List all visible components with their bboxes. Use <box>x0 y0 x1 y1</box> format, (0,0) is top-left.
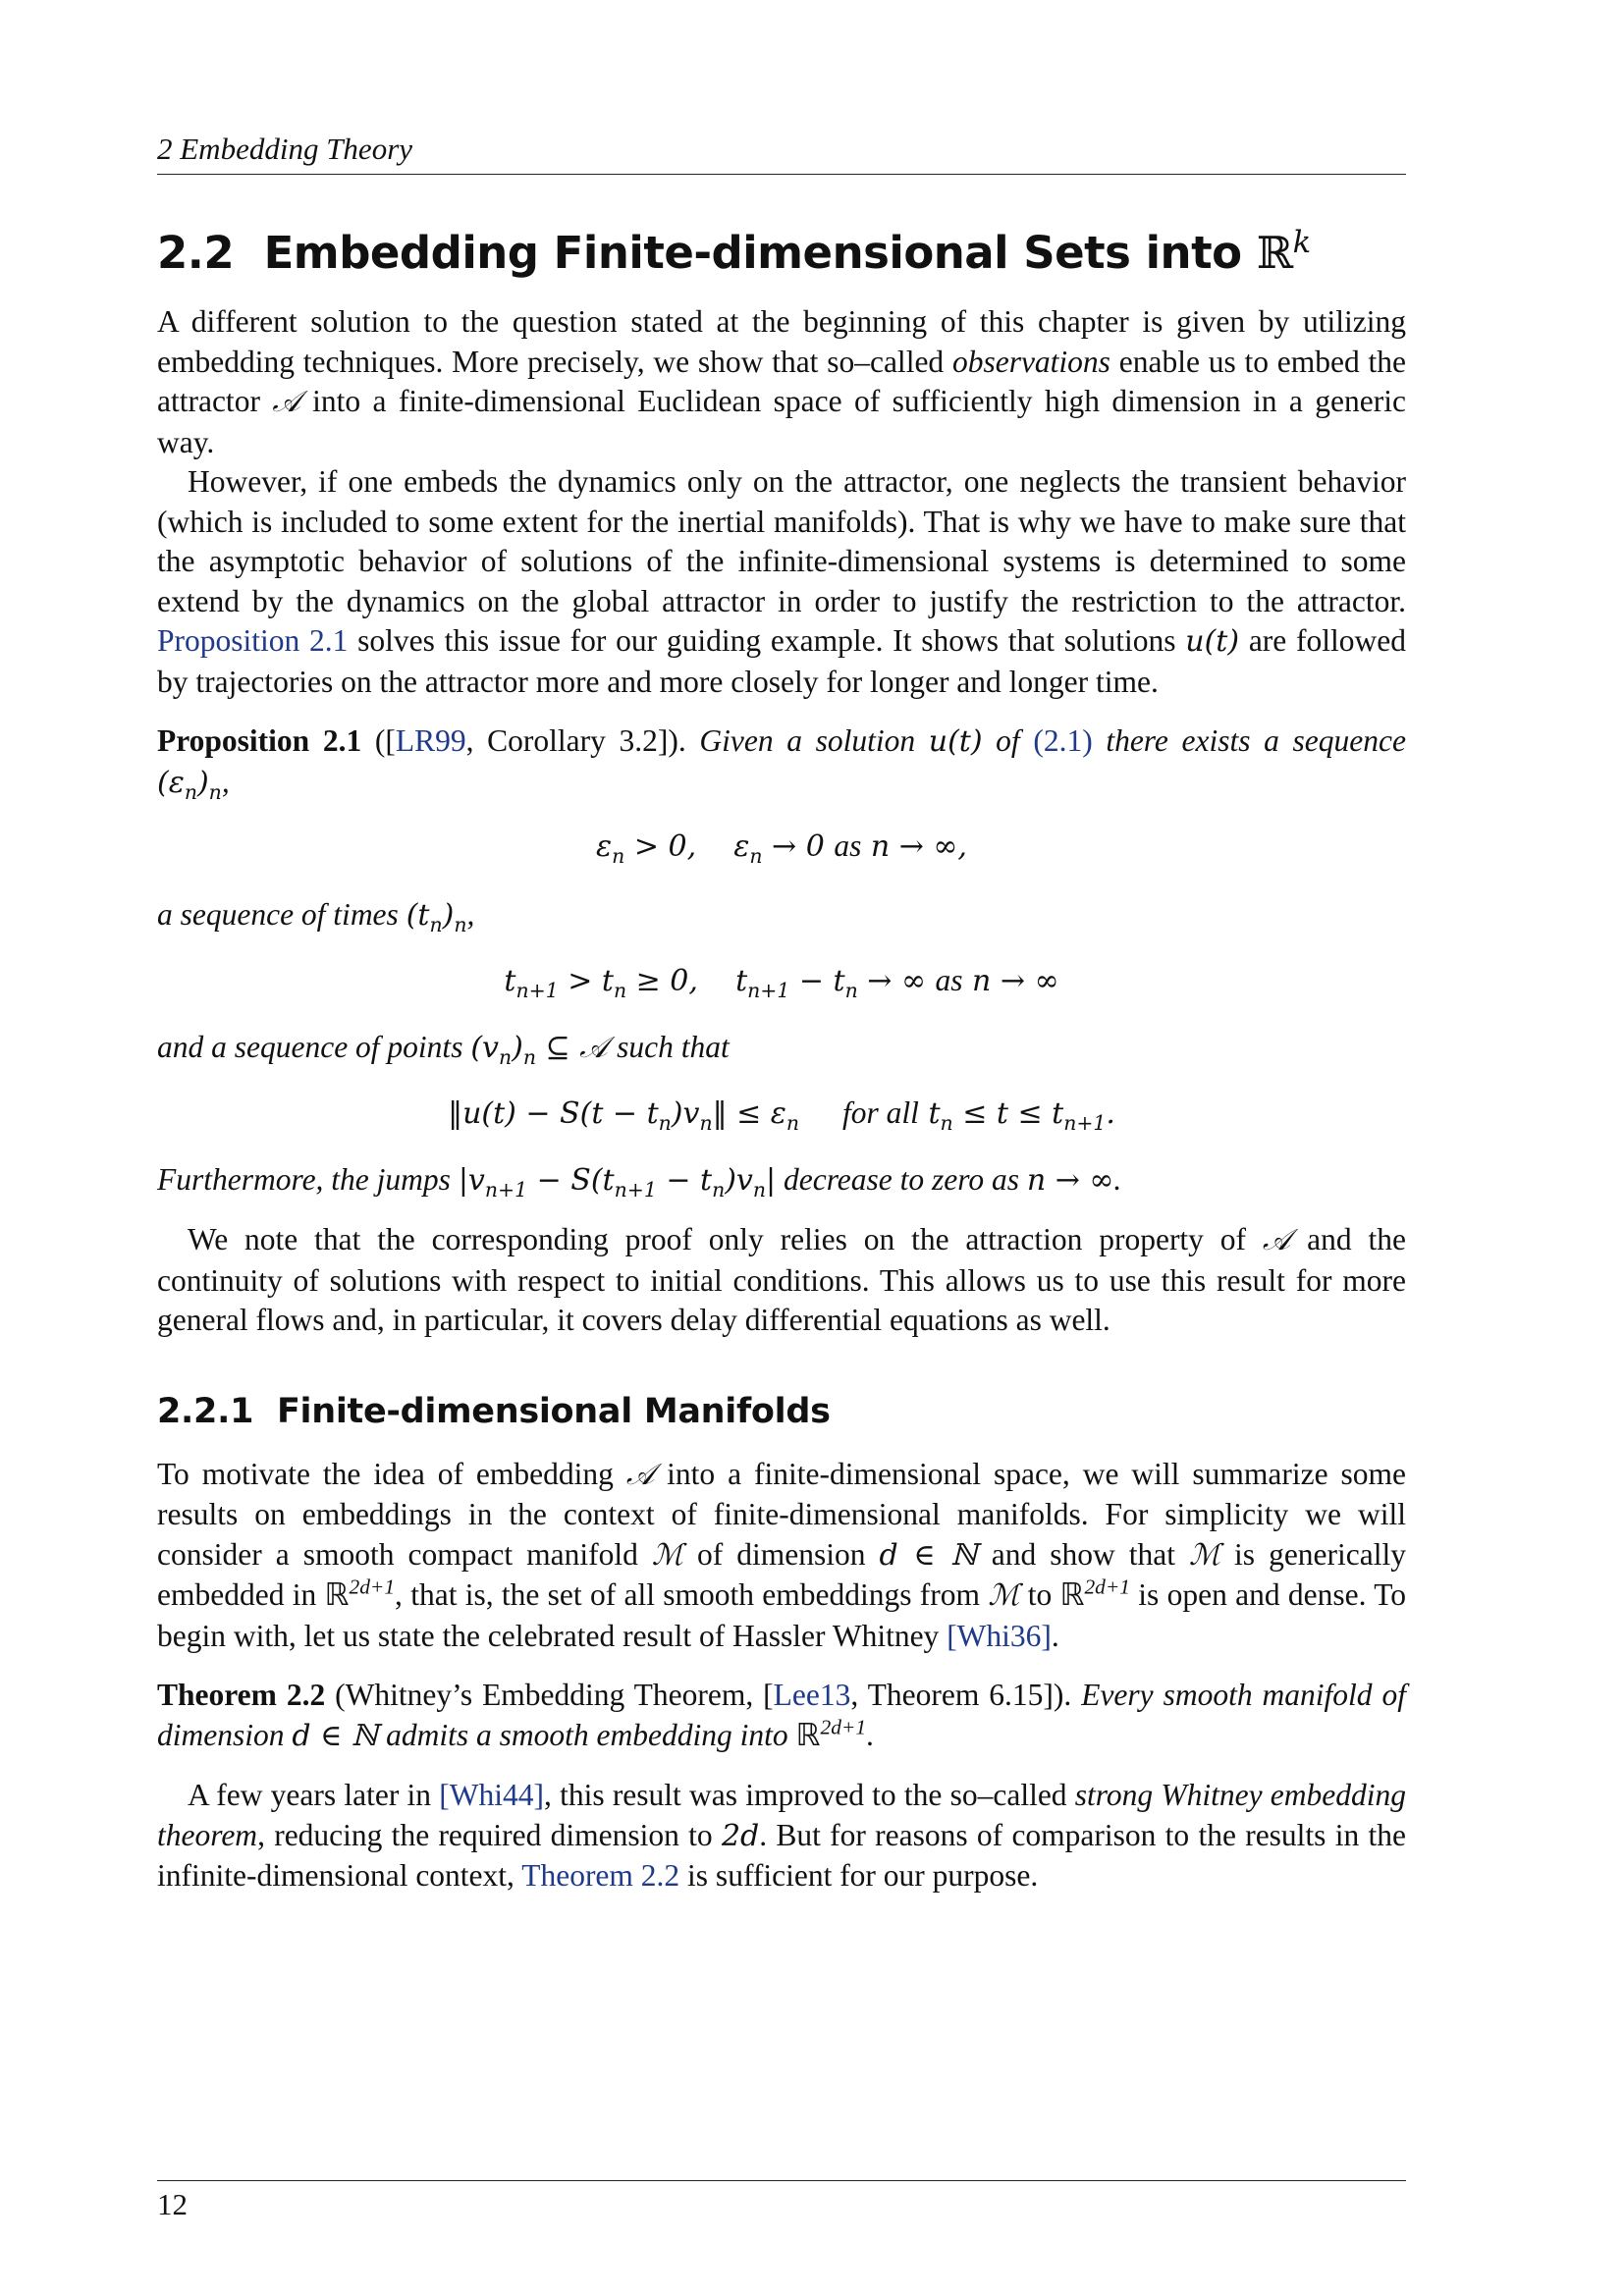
running-head: 2 Embedding Theory <box>157 132 413 166</box>
math-part: > t <box>558 964 614 998</box>
citation-link[interactable]: [Whi44] <box>439 1778 544 1812</box>
math-sub: n+1 <box>515 979 559 1002</box>
math-sub: n+1 <box>1063 1111 1107 1135</box>
math-sup: 2d+1 <box>1084 1575 1131 1599</box>
math-sub: n <box>522 1044 536 1069</box>
inline-math: u(t) <box>1185 624 1240 659</box>
math-part: → 0 <box>762 829 835 864</box>
text: to <box>1019 1577 1060 1612</box>
math-part: (ε <box>157 765 185 800</box>
footer-rule <box>157 2180 1406 2181</box>
page-number: 12 <box>157 2187 188 2221</box>
proposition-label: Proposition 2.1 <box>157 723 362 758</box>
math-part: ε <box>596 829 613 864</box>
math-sub: n <box>844 979 858 1002</box>
text: . But for reasons of comparison to the results in the infinite-dimensional context, <box>157 1817 1406 1893</box>
text: are followed by trajectories on the attractor more and more closely for longer and longer time. <box>157 623 1406 699</box>
math-sub: n <box>612 844 625 868</box>
math-sub: n <box>208 779 222 804</box>
text: , that is, the set of all smooth embeddings from <box>395 1577 989 1612</box>
text: and show that <box>977 1536 1189 1572</box>
text: , <box>466 896 475 932</box>
display-equation-1 <box>157 827 1406 868</box>
text: solves this issue for our guiding example. It shows that solutions <box>348 623 1186 658</box>
text: into a finite-dimensional space, we will summarize some results on embeddings in the context of finite-dimensional manifolds. For simplicity we will consider a smooth compact manifold <box>157 1456 1406 1572</box>
proposition-link[interactable]: Proposition 2.1 <box>157 623 349 658</box>
paragraph-transient <box>157 462 1406 702</box>
text: is generically embedded in <box>157 1536 1406 1612</box>
citation-link[interactable]: Lee13 <box>773 1678 851 1712</box>
emphasis: observations <box>951 344 1110 379</box>
text: , Theorem 6.15]). <box>850 1678 1072 1712</box>
math-sub: n+1 <box>747 979 790 1002</box>
math-sub: n <box>184 779 197 804</box>
manifold-symbol: ℳ <box>651 1537 684 1573</box>
math-sup: 2d+1 <box>820 1715 867 1738</box>
attractor-symbol: 𝒜 <box>1262 1223 1291 1257</box>
text: such that <box>617 1029 730 1064</box>
math-part: t <box>918 1096 941 1131</box>
math-sub: n <box>613 979 627 1002</box>
math-sub: n <box>429 912 443 936</box>
text: is open and dense. To begin with, let us state the celebrated result of Hassler Whitney <box>157 1577 1406 1653</box>
math-part: n → ∞, <box>861 829 967 864</box>
math-part: → ∞ <box>857 964 936 998</box>
math-part: ) <box>196 765 209 800</box>
math-word: for all <box>842 1095 919 1130</box>
equation-link[interactable]: (2.1) <box>1033 723 1093 758</box>
math-part: )v <box>671 1096 700 1131</box>
text: . <box>866 1717 874 1752</box>
paragraph-proof-note <box>157 1220 1406 1341</box>
math-sub: n <box>752 1177 767 1201</box>
inline-math: u(t) <box>928 724 983 759</box>
reals-symbol: ℝ <box>324 1577 350 1612</box>
inline-math <box>795 1715 867 1752</box>
text: decrease to zero as <box>776 1161 1027 1197</box>
emphasis: strong Whitney embedding theorem <box>157 1778 1406 1852</box>
section-number: 2.2 <box>157 227 235 279</box>
math-part: − S(t <box>527 1162 615 1198</box>
paragraph-manifolds <box>157 1455 1406 1657</box>
text: and a sequence of points <box>157 1029 471 1064</box>
text: Given a solution <box>685 723 929 758</box>
subsection-number: 2.2.1 <box>157 1391 254 1431</box>
math-sub: n <box>454 912 467 936</box>
display-equation-3 <box>157 1094 1406 1135</box>
theorem-link[interactable]: Theorem 2.2 <box>521 1858 680 1893</box>
text: . <box>1051 1618 1059 1653</box>
equation-condition <box>842 1095 1115 1135</box>
math-part: − t <box>789 964 845 998</box>
math-part: n → ∞ <box>962 964 1059 998</box>
math-part: t <box>504 964 516 998</box>
inline-math: n → ∞ <box>1026 1162 1114 1198</box>
text: is sufficient for our purpose. <box>679 1858 1039 1893</box>
math-part: ⊆ 𝒜 <box>535 1030 618 1065</box>
inline-math <box>1060 1577 1131 1612</box>
math-part: > 0, ε <box>624 829 750 864</box>
text: a sequence of times <box>157 896 406 932</box>
math-sub: n <box>940 1111 953 1135</box>
text: However, if one embeds the dynamics only on the attractor, one neglects the transient behavior (which is included to some extent for the inertial manifolds). That is why we have to make sure that the asymptotic behavior of solutions of the infinite-dimensional systems is determined to some extend by the dynamics on the global attractor in order to justify the restriction to the attractor. <box>157 464 1406 618</box>
text: of dimension <box>683 1536 880 1572</box>
math-part: . <box>1106 1096 1115 1131</box>
math-sub: n <box>712 1177 726 1201</box>
section-title: Embedding Finite-dimensional Sets into <box>263 227 1242 279</box>
text: To motivate the idea of embedding <box>157 1456 626 1491</box>
math-part: | <box>766 1162 777 1198</box>
math-sub: n <box>658 1111 672 1135</box>
citation-link[interactable]: [Whi36] <box>947 1618 1052 1653</box>
text: there exists a sequence <box>1092 723 1406 758</box>
math-sub: n <box>785 1111 800 1135</box>
inline-math: d ∈ ℕ <box>879 1537 978 1573</box>
inline-math: 2d <box>721 1818 760 1853</box>
inline-math <box>325 1577 396 1612</box>
section-title-math <box>1257 227 1311 279</box>
math-part: (t <box>406 897 430 933</box>
text: , this result was improved to the so–called <box>543 1778 1075 1812</box>
math-part: (v <box>470 1030 499 1065</box>
attractor-symbol: 𝒜 <box>272 385 300 419</box>
math-sub: n+1 <box>614 1177 657 1201</box>
paragraph-strong-whitney <box>157 1776 1406 1896</box>
inline-math <box>458 1162 777 1201</box>
text: ([ <box>361 723 396 758</box>
math-part: − t <box>656 1162 713 1198</box>
text: , reducing the required dimension to <box>257 1817 722 1852</box>
paragraph-intro <box>157 302 1406 462</box>
display-equation-2 <box>157 961 1406 1002</box>
math-part: ‖ ≤ ε <box>712 1096 786 1131</box>
inline-math <box>406 897 467 936</box>
text: enable us to embed the attractor <box>157 344 1406 418</box>
proposition-block <box>157 721 1406 803</box>
equation-body <box>504 963 1059 1002</box>
text: Every smooth manifold of dimension <box>157 1678 1406 1752</box>
math-part: ≥ 0, t <box>626 964 748 998</box>
text: We note that the corresponding proof only relies on the attraction property of <box>188 1222 1263 1256</box>
math-part: ) <box>512 1030 523 1065</box>
citation-link[interactable]: LR99 <box>395 723 466 758</box>
text: Furthermore, the jumps <box>157 1161 459 1197</box>
text: , <box>221 764 230 799</box>
text: , Corollary 3.2]). <box>465 723 686 758</box>
text: (Whitney’s Embedding Theorem, [ <box>325 1678 774 1712</box>
proposition-jumps <box>157 1160 1406 1201</box>
proposition-times <box>157 895 1406 936</box>
inline-math <box>470 1030 618 1069</box>
reals-symbol: ℝ <box>795 1717 821 1752</box>
proposition-points <box>157 1028 1406 1069</box>
math-part: ) <box>442 897 455 933</box>
math-word: as <box>834 828 862 863</box>
inline-math: d ∈ ℕ <box>292 1718 379 1753</box>
manifold-symbol: ℳ <box>988 1578 1020 1613</box>
inline-math <box>157 765 222 804</box>
math-word: as <box>935 963 963 997</box>
text: . <box>1113 1161 1122 1197</box>
math-part: |v <box>458 1162 485 1198</box>
text: of <box>982 723 1034 758</box>
section-heading <box>157 224 1406 283</box>
manifold-symbol: ℳ <box>1188 1537 1221 1573</box>
document-page <box>157 0 1406 2296</box>
math-sub: n+1 <box>484 1177 528 1201</box>
subsection-title: Finite-dimensional Manifolds <box>276 1391 831 1431</box>
text: admits a smooth embedding into <box>378 1717 796 1752</box>
page-body <box>157 224 1406 1896</box>
reals-exponent: k <box>1292 226 1311 260</box>
attractor-symbol: 𝒜 <box>625 1457 655 1492</box>
math-sup: 2d+1 <box>349 1575 396 1599</box>
subsection-heading <box>157 1388 1406 1435</box>
math-part: )v <box>725 1162 753 1198</box>
math-part: ‖u(t) − S(t − t <box>448 1096 659 1131</box>
math-part: ≤ t ≤ t <box>952 1096 1064 1131</box>
text: and the continuity of solutions with respect to initial conditions. This allows us to use this result for more general flows and, in particular, it covers delay differential equations as well. <box>157 1222 1406 1337</box>
math-sub: n <box>749 844 763 868</box>
reals-symbol: ℝ <box>1256 227 1293 279</box>
text: A different solution to the question stated at the beginning of this chapter is given by utilizing embedding techniques. More precisely, we show that so–called <box>157 304 1406 379</box>
header-rule <box>157 174 1406 175</box>
reals-symbol: ℝ <box>1059 1577 1085 1612</box>
math-sub: n <box>699 1111 713 1135</box>
theorem-label: Theorem 2.2 <box>157 1678 326 1712</box>
text: into a finite-dimensional Euclidean space of sufficiently high dimension in a generic way. <box>157 384 1406 459</box>
theorem-block <box>157 1676 1406 1756</box>
equation-body <box>448 1096 800 1135</box>
math-sub: n <box>498 1044 513 1069</box>
text: A few years later in <box>188 1778 440 1812</box>
equation-body <box>596 828 967 868</box>
